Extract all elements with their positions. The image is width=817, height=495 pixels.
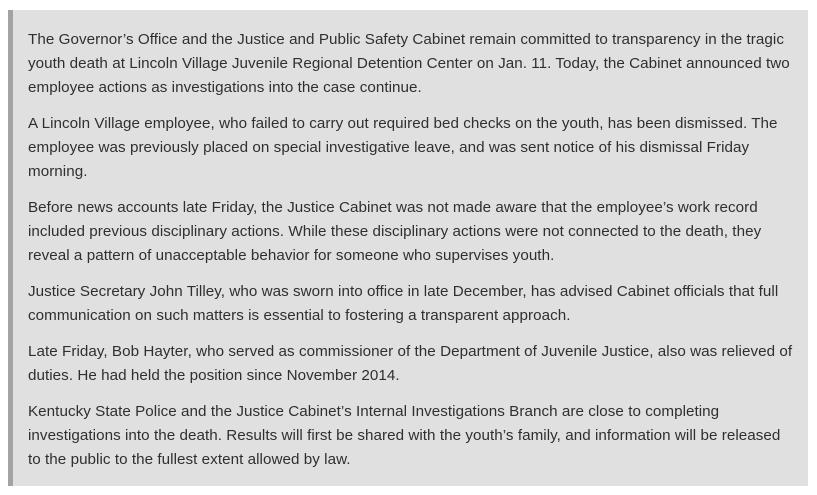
press-release-blockquote bbox=[8, 10, 808, 486]
paragraph-5: Late Friday, Bob Hayter, who served as commissioner of the Department of Juvenile Justice, also was relieved of duties. He had held the position since November 2014. bbox=[28, 343, 793, 384]
paragraph-3: Before news accounts late Friday, the Justice Cabinet was not made aware that the employee’s work record included previous disciplinary actions. While these disciplinary actions were not connected to the death, they reveal a pattern of unacceptable behavior for someone who supervises youth. bbox=[28, 199, 762, 264]
paragraph-4: Justice Secretary John Tilley, who was sworn into office in late December, has advised Cabinet officials that full communication on such matters is essential to fostering a transparent approach. bbox=[28, 283, 779, 324]
paragraph-1: The Governor’s Office and the Justice and Public Safety Cabinet remain committed to transparency in the tragic youth death at Lincoln Village Juvenile Regional Detention Center on Jan. 11. Today, the Cabinet announced two employee actions as investigations into the case continue. bbox=[28, 31, 790, 96]
paragraph-6: Kentucky State Police and the Justice Cabinet’s Internal Investigations Branch are close to completing investigations into the death. Results will first be shared with the youth’s family, and information will be released to the public to the fullest extent allowed by law. bbox=[28, 403, 781, 468]
paragraph-2: A Lincoln Village employee, who failed to carry out required bed checks on the youth, has been dismissed. The employee was previously placed on special investigative leave, and was sent notice of his dismissal Friday morning. bbox=[28, 115, 778, 180]
